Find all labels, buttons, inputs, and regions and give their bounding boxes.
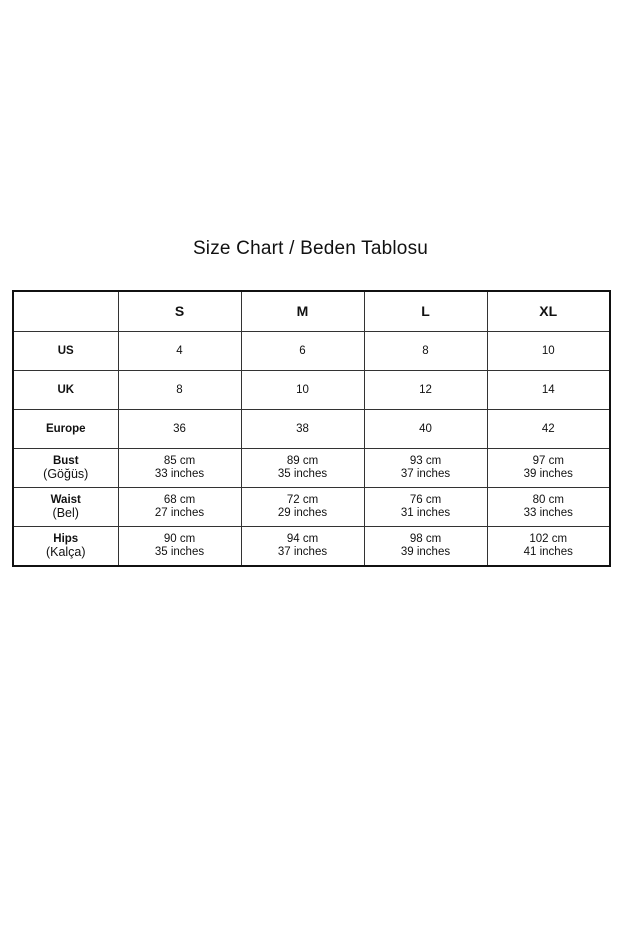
- cell-value: 93 cm: [409, 455, 442, 467]
- table-cell: [118, 449, 241, 488]
- cell-value: 42: [541, 422, 555, 435]
- cell-value: 33 inches: [523, 507, 573, 519]
- table-cell: [364, 488, 487, 527]
- cell-value: 90 cm: [163, 533, 196, 545]
- table-cell: [118, 488, 241, 527]
- cell-value: 35 inches: [154, 546, 205, 558]
- cell-value: 29 inches: [277, 507, 328, 519]
- cell-value: 37 inches: [400, 468, 451, 480]
- cell-value: 10: [541, 344, 555, 357]
- table-cell: [241, 449, 364, 488]
- cell-value: 76 cm: [409, 494, 442, 506]
- cell-value: 35 inches: [277, 468, 328, 480]
- table-cell: [241, 527, 364, 567]
- table-cell: [487, 449, 610, 488]
- table-row: [13, 449, 610, 488]
- cell-value: 10: [296, 383, 309, 396]
- size-chart-table-body: [13, 291, 610, 566]
- cell-value: 8: [176, 383, 183, 396]
- table-cell: [487, 527, 610, 567]
- row-label-europe: [13, 410, 118, 449]
- cell-value: 72 cm: [286, 494, 319, 506]
- row-label-us: [13, 332, 118, 371]
- column-header-m: M: [241, 291, 364, 332]
- cell-value: 4: [176, 344, 183, 357]
- cell-value: 80 cm: [532, 494, 564, 506]
- size-chart-table: [12, 290, 611, 567]
- page-title: Size Chart / Beden Tablosu: [192, 238, 429, 259]
- row-label-main: Bust: [52, 455, 79, 467]
- cell-value: 98 cm: [409, 533, 442, 545]
- table-cell: [118, 527, 241, 567]
- cell-value: 89 cm: [286, 455, 319, 467]
- row-label-main: Waist: [50, 494, 81, 506]
- row-label-translation: (Bel): [52, 506, 79, 520]
- cell-value: 38: [296, 422, 309, 435]
- cell-value: 37 inches: [277, 546, 328, 558]
- table-row: [13, 371, 610, 410]
- cell-value: 8: [422, 344, 429, 357]
- cell-value: 33 inches: [154, 468, 205, 480]
- table-row: [13, 332, 610, 371]
- row-label-main: Hips: [53, 533, 79, 545]
- cell-value: 68 cm: [163, 494, 196, 506]
- table-cell: [487, 488, 610, 527]
- cell-value: 27 inches: [154, 507, 205, 519]
- row-label-translation: (Kalça): [45, 545, 86, 559]
- table-row: [13, 488, 610, 527]
- table-cell: [118, 332, 241, 371]
- cell-value: 39 inches: [523, 468, 573, 480]
- cell-value: 41 inches: [523, 546, 573, 558]
- row-label-hips: [13, 527, 118, 567]
- table-cell: [118, 410, 241, 449]
- row-label-translation: (Göğüs): [43, 467, 89, 481]
- row-label-bust: [13, 449, 118, 488]
- table-row: [13, 410, 610, 449]
- cell-value: 6: [299, 344, 306, 357]
- cell-value: 12: [419, 383, 432, 396]
- cell-value: 102 cm: [529, 533, 568, 545]
- table-cell: [364, 449, 487, 488]
- table-cell: [241, 410, 364, 449]
- cell-value: 39 inches: [400, 546, 451, 558]
- table-cell: [364, 332, 487, 371]
- table-cell: [364, 371, 487, 410]
- row-label-waist: [13, 488, 118, 527]
- cell-value: 40: [419, 422, 432, 435]
- table-cell: [241, 332, 364, 371]
- table-row: [13, 527, 610, 567]
- cell-value: 85 cm: [163, 455, 196, 467]
- cell-value: 94 cm: [286, 533, 319, 545]
- cell-value: 97 cm: [532, 455, 564, 467]
- table-cell: [487, 332, 610, 371]
- table-cell: [118, 371, 241, 410]
- column-header-s: S: [118, 291, 241, 332]
- table-cell: [364, 527, 487, 567]
- row-label-main: UK: [57, 383, 75, 396]
- column-header-xl: XL: [487, 291, 610, 332]
- row-label-main: Europe: [45, 422, 86, 435]
- table-cell: [487, 371, 610, 410]
- cell-value: 36: [173, 422, 186, 435]
- table-cell: [364, 410, 487, 449]
- column-header-l: L: [364, 291, 487, 332]
- cell-value: 14: [541, 383, 555, 396]
- table-cell: [241, 488, 364, 527]
- table-header-row: [13, 291, 610, 332]
- table-cell: [241, 371, 364, 410]
- row-label-main: US: [57, 344, 74, 357]
- corner-cell: [13, 291, 118, 332]
- table-cell: [487, 410, 610, 449]
- row-label-uk: [13, 371, 118, 410]
- cell-value: 31 inches: [400, 507, 451, 519]
